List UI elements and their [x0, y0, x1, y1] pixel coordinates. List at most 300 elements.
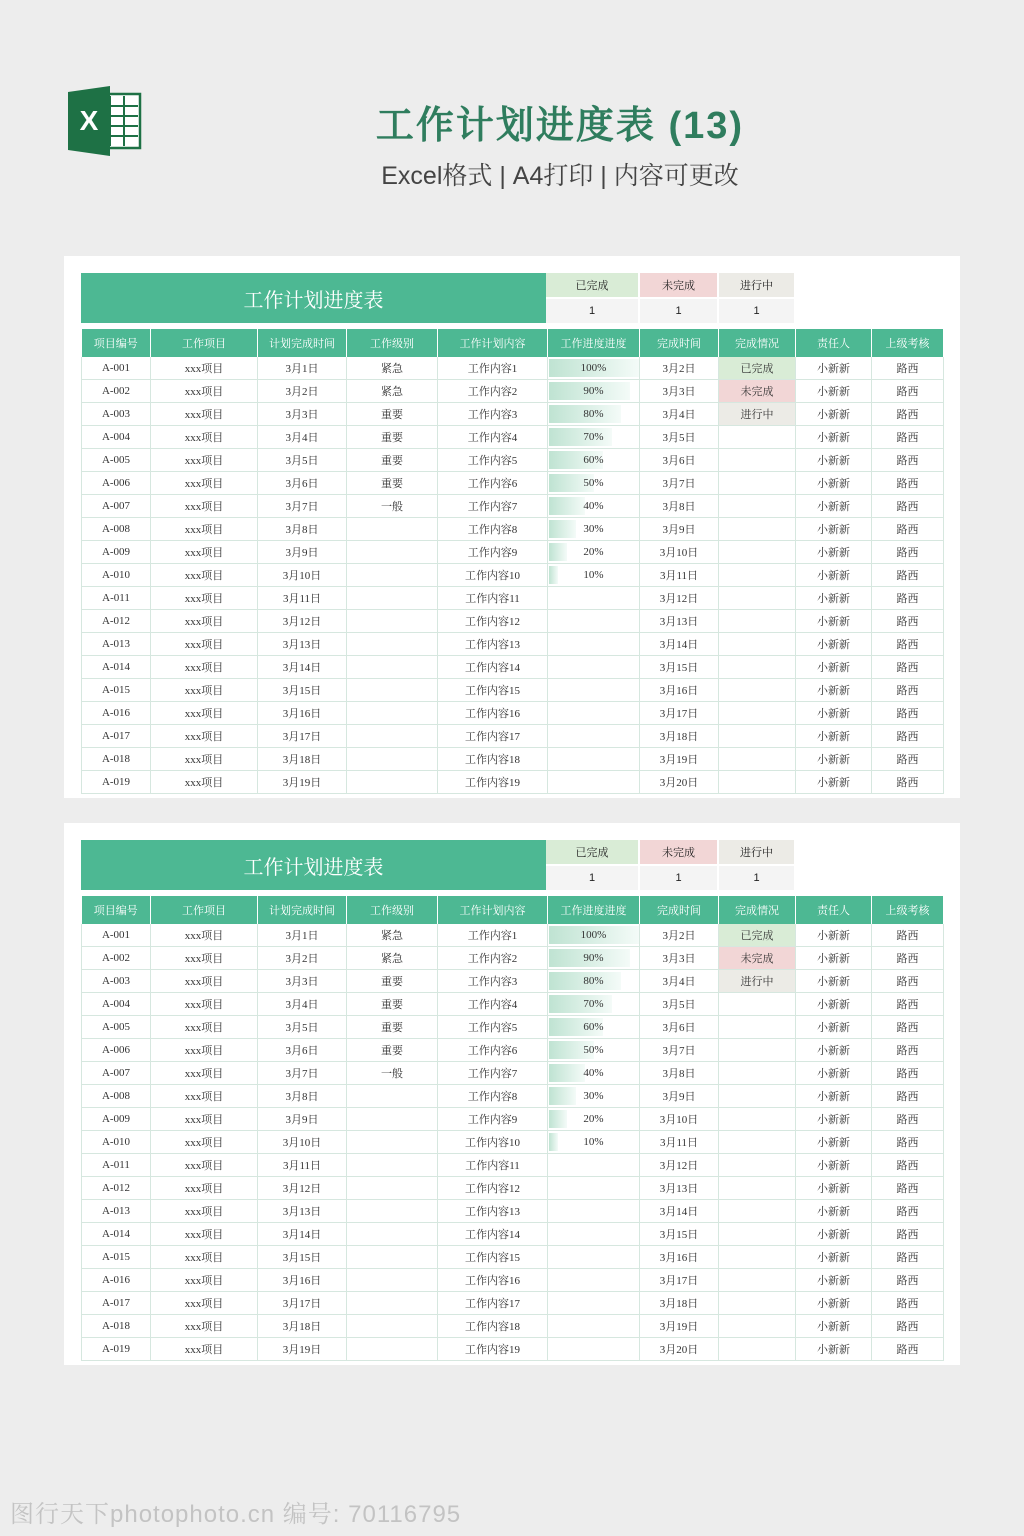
- cell-status[interactable]: 未完成: [719, 380, 796, 403]
- cell-review[interactable]: 路西: [872, 947, 944, 970]
- cell-owner[interactable]: 小新新: [796, 1085, 872, 1108]
- cell-id[interactable]: A-012: [82, 1177, 151, 1200]
- cell-done-date[interactable]: 3月6日: [640, 449, 719, 472]
- cell-id[interactable]: A-016: [82, 702, 151, 725]
- cell-status[interactable]: [719, 449, 796, 472]
- cell-level[interactable]: [347, 656, 438, 679]
- cell-plan-date[interactable]: 3月6日: [258, 1039, 347, 1062]
- cell-level[interactable]: [347, 679, 438, 702]
- cell-owner[interactable]: 小新新: [796, 357, 872, 380]
- cell-owner[interactable]: 小新新: [796, 1338, 872, 1361]
- cell-progress[interactable]: [548, 1108, 640, 1131]
- cell-plan-date[interactable]: 3月7日: [258, 495, 347, 518]
- cell-level[interactable]: [347, 748, 438, 771]
- cell-level[interactable]: [347, 1292, 438, 1315]
- cell-done-date[interactable]: 3月18日: [640, 1292, 719, 1315]
- cell-review[interactable]: 路西: [872, 1246, 944, 1269]
- cell-id[interactable]: A-015: [82, 1246, 151, 1269]
- cell-plan-date[interactable]: 3月12日: [258, 610, 347, 633]
- cell-review[interactable]: 路西: [872, 993, 944, 1016]
- cell-owner[interactable]: 小新新: [796, 1315, 872, 1338]
- cell-progress[interactable]: [548, 633, 640, 656]
- cell-level[interactable]: 重要: [347, 993, 438, 1016]
- cell-owner[interactable]: 小新新: [796, 1223, 872, 1246]
- cell-done-date[interactable]: 3月20日: [640, 771, 719, 794]
- cell-id[interactable]: A-003: [82, 970, 151, 993]
- cell-level[interactable]: [347, 1223, 438, 1246]
- cell-content[interactable]: 工作内容10: [438, 1131, 548, 1154]
- cell-content[interactable]: 工作内容11: [438, 587, 548, 610]
- cell-level[interactable]: [347, 771, 438, 794]
- cell-review[interactable]: 路西: [872, 610, 944, 633]
- cell-id[interactable]: A-019: [82, 771, 151, 794]
- cell-review[interactable]: 路西: [872, 449, 944, 472]
- cell-plan-date[interactable]: 3月3日: [258, 970, 347, 993]
- cell-plan-date[interactable]: 3月18日: [258, 748, 347, 771]
- cell-plan-date[interactable]: 3月17日: [258, 725, 347, 748]
- cell-item[interactable]: xxx项目: [151, 679, 258, 702]
- cell-item[interactable]: xxx项目: [151, 947, 258, 970]
- cell-review[interactable]: 路西: [872, 518, 944, 541]
- cell-progress[interactable]: [548, 679, 640, 702]
- cell-status[interactable]: [719, 472, 796, 495]
- cell-status[interactable]: [719, 1200, 796, 1223]
- cell-plan-date[interactable]: 3月7日: [258, 1062, 347, 1085]
- cell-plan-date[interactable]: 3月9日: [258, 1108, 347, 1131]
- cell-item[interactable]: xxx项目: [151, 702, 258, 725]
- cell-id[interactable]: A-013: [82, 1200, 151, 1223]
- cell-progress[interactable]: [548, 1292, 640, 1315]
- cell-level[interactable]: 紧急: [347, 357, 438, 380]
- cell-done-date[interactable]: 3月13日: [640, 1177, 719, 1200]
- cell-review[interactable]: 路西: [872, 656, 944, 679]
- cell-plan-date[interactable]: 3月8日: [258, 518, 347, 541]
- cell-level[interactable]: [347, 1154, 438, 1177]
- cell-content[interactable]: 工作内容11: [438, 1154, 548, 1177]
- cell-item[interactable]: xxx项目: [151, 472, 258, 495]
- cell-item[interactable]: xxx项目: [151, 1292, 258, 1315]
- cell-item[interactable]: xxx项目: [151, 771, 258, 794]
- cell-item[interactable]: xxx项目: [151, 1085, 258, 1108]
- column-header-status[interactable]: 完成情况: [719, 896, 796, 924]
- cell-plan-date[interactable]: 3月12日: [258, 1177, 347, 1200]
- cell-level[interactable]: 重要: [347, 1039, 438, 1062]
- cell-progress[interactable]: [548, 541, 640, 564]
- cell-done-date[interactable]: 3月4日: [640, 970, 719, 993]
- cell-plan-date[interactable]: 3月8日: [258, 1085, 347, 1108]
- cell-owner[interactable]: 小新新: [796, 1177, 872, 1200]
- cell-plan-date[interactable]: 3月14日: [258, 656, 347, 679]
- cell-item[interactable]: xxx项目: [151, 1200, 258, 1223]
- cell-review[interactable]: 路西: [872, 702, 944, 725]
- cell-progress[interactable]: [548, 1246, 640, 1269]
- column-header-plan-date[interactable]: 计划完成时间: [258, 329, 347, 357]
- cell-owner[interactable]: 小新新: [796, 610, 872, 633]
- cell-level[interactable]: [347, 1200, 438, 1223]
- cell-progress[interactable]: [548, 970, 640, 993]
- cell-review[interactable]: 路西: [872, 679, 944, 702]
- cell-done-date[interactable]: 3月17日: [640, 702, 719, 725]
- cell-progress[interactable]: [548, 1338, 640, 1361]
- cell-plan-date[interactable]: 3月3日: [258, 403, 347, 426]
- cell-plan-date[interactable]: 3月2日: [258, 947, 347, 970]
- cell-plan-date[interactable]: 3月16日: [258, 702, 347, 725]
- cell-review[interactable]: 路西: [872, 403, 944, 426]
- column-header-done-date[interactable]: 完成时间: [640, 896, 719, 924]
- cell-level[interactable]: 重要: [347, 970, 438, 993]
- cell-owner[interactable]: 小新新: [796, 970, 872, 993]
- cell-plan-date[interactable]: 3月1日: [258, 924, 347, 947]
- cell-status[interactable]: 已完成: [719, 924, 796, 947]
- cell-id[interactable]: A-018: [82, 1315, 151, 1338]
- cell-level[interactable]: [347, 702, 438, 725]
- cell-status[interactable]: [719, 1177, 796, 1200]
- cell-item[interactable]: xxx项目: [151, 610, 258, 633]
- cell-review[interactable]: 路西: [872, 472, 944, 495]
- cell-plan-date[interactable]: 3月18日: [258, 1315, 347, 1338]
- cell-owner[interactable]: 小新新: [796, 1200, 872, 1223]
- cell-id[interactable]: A-007: [82, 1062, 151, 1085]
- cell-id[interactable]: A-010: [82, 1131, 151, 1154]
- cell-review[interactable]: 路西: [872, 426, 944, 449]
- cell-content[interactable]: 工作内容12: [438, 1177, 548, 1200]
- cell-id[interactable]: A-001: [82, 357, 151, 380]
- cell-level[interactable]: 重要: [347, 472, 438, 495]
- column-header-owner[interactable]: 责任人: [796, 896, 872, 924]
- cell-done-date[interactable]: 3月2日: [640, 924, 719, 947]
- cell-content[interactable]: 工作内容14: [438, 656, 548, 679]
- cell-level[interactable]: 重要: [347, 1016, 438, 1039]
- column-header-id[interactable]: 项目编号: [82, 896, 151, 924]
- column-header-content[interactable]: 工作计划内容: [438, 329, 548, 357]
- cell-owner[interactable]: 小新新: [796, 993, 872, 1016]
- cell-review[interactable]: 路西: [872, 1315, 944, 1338]
- cell-level[interactable]: 重要: [347, 449, 438, 472]
- cell-status[interactable]: [719, 1315, 796, 1338]
- cell-id[interactable]: A-008: [82, 518, 151, 541]
- cell-item[interactable]: xxx项目: [151, 495, 258, 518]
- cell-item[interactable]: xxx项目: [151, 924, 258, 947]
- column-header-status[interactable]: 完成情况: [719, 329, 796, 357]
- cell-review[interactable]: 路西: [872, 1131, 944, 1154]
- cell-item[interactable]: xxx项目: [151, 541, 258, 564]
- cell-level[interactable]: 一般: [347, 1062, 438, 1085]
- column-header-review[interactable]: 上级考核: [872, 329, 944, 357]
- cell-item[interactable]: xxx项目: [151, 748, 258, 771]
- cell-content[interactable]: 工作内容18: [438, 1315, 548, 1338]
- cell-item[interactable]: xxx项目: [151, 380, 258, 403]
- cell-item[interactable]: xxx项目: [151, 656, 258, 679]
- cell-progress[interactable]: [548, 924, 640, 947]
- cell-level[interactable]: [347, 541, 438, 564]
- cell-content[interactable]: 工作内容3: [438, 403, 548, 426]
- cell-owner[interactable]: 小新新: [796, 1246, 872, 1269]
- cell-id[interactable]: A-011: [82, 1154, 151, 1177]
- cell-item[interactable]: xxx项目: [151, 1016, 258, 1039]
- cell-item[interactable]: xxx项目: [151, 564, 258, 587]
- cell-review[interactable]: 路西: [872, 1200, 944, 1223]
- cell-plan-date[interactable]: 3月15日: [258, 679, 347, 702]
- cell-level[interactable]: [347, 1131, 438, 1154]
- cell-item[interactable]: xxx项目: [151, 1338, 258, 1361]
- cell-level[interactable]: 重要: [347, 426, 438, 449]
- cell-plan-date[interactable]: 3月19日: [258, 1338, 347, 1361]
- cell-progress[interactable]: [548, 587, 640, 610]
- cell-content[interactable]: 工作内容8: [438, 518, 548, 541]
- cell-owner[interactable]: 小新新: [796, 403, 872, 426]
- cell-id[interactable]: A-011: [82, 587, 151, 610]
- cell-progress[interactable]: [548, 610, 640, 633]
- column-header-progress[interactable]: 工作进度进度: [548, 329, 640, 357]
- cell-id[interactable]: A-005: [82, 449, 151, 472]
- cell-done-date[interactable]: 3月2日: [640, 357, 719, 380]
- cell-done-date[interactable]: 3月19日: [640, 1315, 719, 1338]
- cell-status[interactable]: [719, 1039, 796, 1062]
- cell-status[interactable]: [719, 725, 796, 748]
- cell-id[interactable]: A-017: [82, 725, 151, 748]
- cell-item[interactable]: xxx项目: [151, 1039, 258, 1062]
- cell-done-date[interactable]: 3月4日: [640, 403, 719, 426]
- cell-item[interactable]: xxx项目: [151, 1154, 258, 1177]
- column-header-progress[interactable]: 工作进度进度: [548, 896, 640, 924]
- cell-owner[interactable]: 小新新: [796, 1131, 872, 1154]
- cell-id[interactable]: A-017: [82, 1292, 151, 1315]
- cell-item[interactable]: xxx项目: [151, 1062, 258, 1085]
- cell-review[interactable]: 路西: [872, 924, 944, 947]
- cell-level[interactable]: 一般: [347, 495, 438, 518]
- cell-plan-date[interactable]: 3月14日: [258, 1223, 347, 1246]
- cell-owner[interactable]: 小新新: [796, 426, 872, 449]
- cell-plan-date[interactable]: 3月13日: [258, 633, 347, 656]
- cell-progress[interactable]: [548, 426, 640, 449]
- cell-content[interactable]: 工作内容15: [438, 1246, 548, 1269]
- cell-plan-date[interactable]: 3月10日: [258, 564, 347, 587]
- cell-content[interactable]: 工作内容1: [438, 357, 548, 380]
- column-header-plan-date[interactable]: 计划完成时间: [258, 896, 347, 924]
- cell-id[interactable]: A-001: [82, 924, 151, 947]
- column-header-item[interactable]: 工作项目: [151, 896, 258, 924]
- cell-status[interactable]: [719, 702, 796, 725]
- cell-progress[interactable]: [548, 403, 640, 426]
- cell-owner[interactable]: 小新新: [796, 449, 872, 472]
- cell-plan-date[interactable]: 3月11日: [258, 1154, 347, 1177]
- cell-id[interactable]: A-008: [82, 1085, 151, 1108]
- column-header-id[interactable]: 项目编号: [82, 329, 151, 357]
- cell-item[interactable]: xxx项目: [151, 725, 258, 748]
- cell-status[interactable]: [719, 1154, 796, 1177]
- cell-status[interactable]: [719, 1246, 796, 1269]
- cell-item[interactable]: xxx项目: [151, 357, 258, 380]
- cell-done-date[interactable]: 3月11日: [640, 564, 719, 587]
- cell-id[interactable]: A-018: [82, 748, 151, 771]
- cell-item[interactable]: xxx项目: [151, 1269, 258, 1292]
- cell-status[interactable]: [719, 1062, 796, 1085]
- cell-status[interactable]: [719, 541, 796, 564]
- cell-owner[interactable]: 小新新: [796, 541, 872, 564]
- cell-owner[interactable]: 小新新: [796, 924, 872, 947]
- cell-content[interactable]: 工作内容19: [438, 771, 548, 794]
- cell-content[interactable]: 工作内容3: [438, 970, 548, 993]
- cell-progress[interactable]: [548, 357, 640, 380]
- cell-progress[interactable]: [548, 449, 640, 472]
- cell-content[interactable]: 工作内容17: [438, 725, 548, 748]
- cell-progress[interactable]: [548, 1016, 640, 1039]
- cell-id[interactable]: A-010: [82, 564, 151, 587]
- cell-progress[interactable]: [548, 1154, 640, 1177]
- cell-progress[interactable]: [548, 702, 640, 725]
- cell-level[interactable]: 紧急: [347, 924, 438, 947]
- cell-item[interactable]: xxx项目: [151, 403, 258, 426]
- cell-id[interactable]: A-019: [82, 1338, 151, 1361]
- cell-done-date[interactable]: 3月11日: [640, 1131, 719, 1154]
- cell-review[interactable]: 路西: [872, 771, 944, 794]
- cell-level[interactable]: [347, 1177, 438, 1200]
- cell-content[interactable]: 工作内容7: [438, 1062, 548, 1085]
- cell-progress[interactable]: [548, 564, 640, 587]
- cell-owner[interactable]: 小新新: [796, 1292, 872, 1315]
- cell-progress[interactable]: [548, 1223, 640, 1246]
- cell-content[interactable]: 工作内容5: [438, 1016, 548, 1039]
- cell-owner[interactable]: 小新新: [796, 771, 872, 794]
- cell-level[interactable]: [347, 1338, 438, 1361]
- cell-done-date[interactable]: 3月3日: [640, 947, 719, 970]
- column-header-level[interactable]: 工作级别: [347, 329, 438, 357]
- cell-done-date[interactable]: 3月7日: [640, 1039, 719, 1062]
- cell-status[interactable]: [719, 1085, 796, 1108]
- cell-status[interactable]: [719, 1223, 796, 1246]
- cell-owner[interactable]: 小新新: [796, 564, 872, 587]
- cell-content[interactable]: 工作内容5: [438, 449, 548, 472]
- cell-done-date[interactable]: 3月14日: [640, 633, 719, 656]
- cell-id[interactable]: A-003: [82, 403, 151, 426]
- cell-status[interactable]: [719, 610, 796, 633]
- cell-plan-date[interactable]: 3月5日: [258, 1016, 347, 1039]
- cell-content[interactable]: 工作内容4: [438, 993, 548, 1016]
- cell-id[interactable]: A-012: [82, 610, 151, 633]
- cell-review[interactable]: 路西: [872, 725, 944, 748]
- cell-item[interactable]: xxx项目: [151, 993, 258, 1016]
- cell-done-date[interactable]: 3月8日: [640, 1062, 719, 1085]
- column-header-review[interactable]: 上级考核: [872, 896, 944, 924]
- cell-progress[interactable]: [548, 1269, 640, 1292]
- cell-done-date[interactable]: 3月19日: [640, 748, 719, 771]
- cell-level[interactable]: [347, 610, 438, 633]
- cell-id[interactable]: A-002: [82, 380, 151, 403]
- cell-status[interactable]: [719, 1131, 796, 1154]
- cell-id[interactable]: A-005: [82, 1016, 151, 1039]
- cell-progress[interactable]: [548, 472, 640, 495]
- cell-status[interactable]: 进行中: [719, 403, 796, 426]
- cell-done-date[interactable]: 3月5日: [640, 993, 719, 1016]
- cell-item[interactable]: xxx项目: [151, 633, 258, 656]
- cell-id[interactable]: A-004: [82, 426, 151, 449]
- cell-status[interactable]: [719, 748, 796, 771]
- cell-content[interactable]: 工作内容19: [438, 1338, 548, 1361]
- cell-review[interactable]: 路西: [872, 1039, 944, 1062]
- cell-level[interactable]: [347, 633, 438, 656]
- cell-id[interactable]: A-002: [82, 947, 151, 970]
- cell-done-date[interactable]: 3月10日: [640, 541, 719, 564]
- cell-content[interactable]: 工作内容9: [438, 541, 548, 564]
- cell-content[interactable]: 工作内容1: [438, 924, 548, 947]
- cell-plan-date[interactable]: 3月9日: [258, 541, 347, 564]
- cell-progress[interactable]: [548, 1131, 640, 1154]
- cell-level[interactable]: [347, 1315, 438, 1338]
- cell-status[interactable]: [719, 564, 796, 587]
- cell-review[interactable]: 路西: [872, 1223, 944, 1246]
- column-header-item[interactable]: 工作项目: [151, 329, 258, 357]
- cell-id[interactable]: A-004: [82, 993, 151, 1016]
- cell-item[interactable]: xxx项目: [151, 426, 258, 449]
- cell-item[interactable]: xxx项目: [151, 970, 258, 993]
- cell-level[interactable]: 紧急: [347, 947, 438, 970]
- cell-plan-date[interactable]: 3月6日: [258, 472, 347, 495]
- cell-level[interactable]: [347, 1108, 438, 1131]
- cell-status[interactable]: [719, 1338, 796, 1361]
- cell-status[interactable]: [719, 1016, 796, 1039]
- cell-owner[interactable]: 小新新: [796, 748, 872, 771]
- cell-content[interactable]: 工作内容14: [438, 1223, 548, 1246]
- cell-done-date[interactable]: 3月7日: [640, 472, 719, 495]
- cell-review[interactable]: 路西: [872, 1108, 944, 1131]
- cell-status[interactable]: [719, 993, 796, 1016]
- cell-content[interactable]: 工作内容2: [438, 947, 548, 970]
- cell-done-date[interactable]: 3月15日: [640, 656, 719, 679]
- cell-item[interactable]: xxx项目: [151, 1315, 258, 1338]
- cell-status[interactable]: [719, 679, 796, 702]
- cell-id[interactable]: A-007: [82, 495, 151, 518]
- cell-status[interactable]: [719, 495, 796, 518]
- cell-plan-date[interactable]: 3月19日: [258, 771, 347, 794]
- cell-status[interactable]: [719, 518, 796, 541]
- cell-review[interactable]: 路西: [872, 633, 944, 656]
- cell-content[interactable]: 工作内容18: [438, 748, 548, 771]
- cell-status[interactable]: [719, 587, 796, 610]
- cell-progress[interactable]: [548, 1085, 640, 1108]
- cell-done-date[interactable]: 3月17日: [640, 1269, 719, 1292]
- cell-id[interactable]: A-014: [82, 1223, 151, 1246]
- cell-content[interactable]: 工作内容13: [438, 633, 548, 656]
- cell-owner[interactable]: 小新新: [796, 380, 872, 403]
- cell-owner[interactable]: 小新新: [796, 656, 872, 679]
- cell-review[interactable]: 路西: [872, 1338, 944, 1361]
- cell-done-date[interactable]: 3月6日: [640, 1016, 719, 1039]
- cell-level[interactable]: 重要: [347, 403, 438, 426]
- cell-review[interactable]: 路西: [872, 1016, 944, 1039]
- cell-content[interactable]: 工作内容7: [438, 495, 548, 518]
- cell-progress[interactable]: [548, 1062, 640, 1085]
- cell-done-date[interactable]: 3月12日: [640, 1154, 719, 1177]
- cell-review[interactable]: 路西: [872, 1062, 944, 1085]
- cell-progress[interactable]: [548, 1039, 640, 1062]
- cell-content[interactable]: 工作内容2: [438, 380, 548, 403]
- cell-owner[interactable]: 小新新: [796, 1016, 872, 1039]
- cell-done-date[interactable]: 3月12日: [640, 587, 719, 610]
- cell-progress[interactable]: [548, 1315, 640, 1338]
- cell-content[interactable]: 工作内容10: [438, 564, 548, 587]
- cell-level[interactable]: [347, 1085, 438, 1108]
- cell-done-date[interactable]: 3月16日: [640, 679, 719, 702]
- cell-done-date[interactable]: 3月9日: [640, 518, 719, 541]
- cell-owner[interactable]: 小新新: [796, 725, 872, 748]
- cell-owner[interactable]: 小新新: [796, 633, 872, 656]
- cell-progress[interactable]: [548, 725, 640, 748]
- cell-owner[interactable]: 小新新: [796, 679, 872, 702]
- cell-owner[interactable]: 小新新: [796, 947, 872, 970]
- cell-id[interactable]: A-013: [82, 633, 151, 656]
- cell-review[interactable]: 路西: [872, 970, 944, 993]
- cell-owner[interactable]: 小新新: [796, 1269, 872, 1292]
